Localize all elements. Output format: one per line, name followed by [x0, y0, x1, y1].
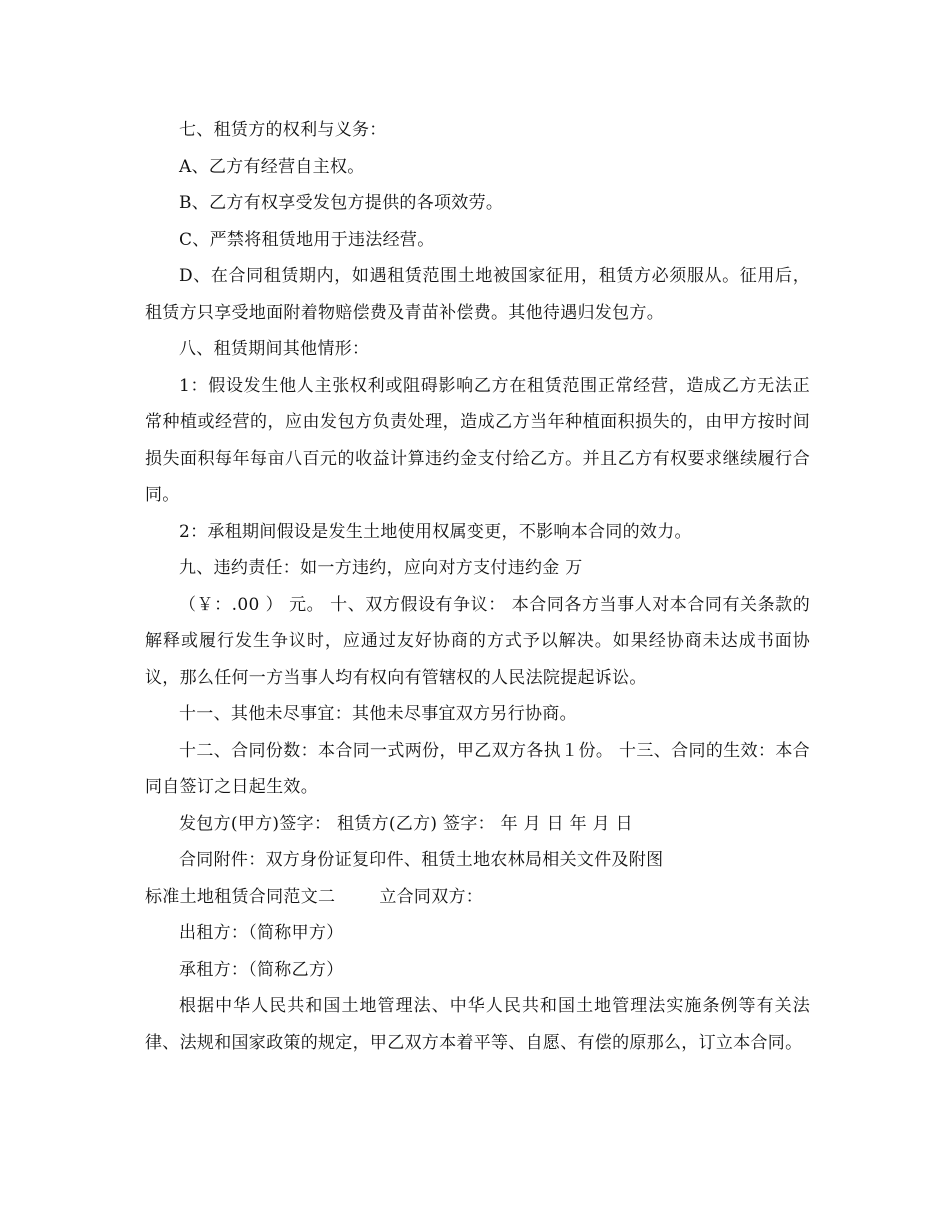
attachment-line: 合同附件：双方身份证复印件、租赁土地农林局相关文件及附图 — [179, 850, 664, 870]
paragraph: 十一、其他未尽事宜：其他未尽事宜双方另行协商。 — [179, 704, 577, 724]
paragraph: B、乙方有权享受发包方提供的各项效劳。 — [179, 193, 504, 213]
document-body — [145, 112, 810, 1061]
section-heading: 八、租赁期间其他情形： — [179, 339, 370, 359]
signature-line: 发包方(甲方)签字： 租赁方(乙方) 签字： 年 月 日 年 月 日 — [179, 813, 633, 834]
paragraph: 根据中华人民共和国土地管理法、中华人民共和国土地管理法实施条例等有关法律、法规和国家政策的规定，甲乙双方本着平等、自愿、有偿的原那么，订立本合同。 — [145, 996, 810, 1053]
lessor-line: 出租方：（简称甲方） — [179, 923, 344, 943]
paragraph: （￥：.00 ） 元。 十、双方假设有争议： 本合同各方当事人对本合同有关条款的解释或履行发生争议时，应通过友好协商的方式予以解决。如果经协商未达成书面协议，那么任何一方当事人均有权向有管辖权的人民法院提起诉讼。 — [145, 594, 810, 688]
paragraph: D、在合同租赁期内，如遇租赁范围土地被国家征用，租赁方必须服从。征用后，租赁方只享受地面附着物赔偿费及青苗补偿费。其他待遇归发包方。 — [145, 266, 810, 323]
lessee-line: 承租方：（简称乙方） — [179, 959, 344, 980]
document-title-line — [145, 879, 810, 916]
paragraph: 十二、合同份数：本合同一式两份，甲乙双方各执１份。 十三、合同的生效：本合同自签订之日起生效。 — [145, 740, 810, 797]
paragraph: 2：承租期间假设是发生土地使用权属变更，不影响本合同的效力。 — [179, 521, 692, 542]
paragraph: 九、违约责任：如一方违约，应向对方支付违约金 万 — [179, 558, 583, 578]
section-heading: 七、租赁方的权利与义务： — [179, 120, 387, 140]
document-title: 标准土地租赁合同范文二 — [145, 886, 336, 907]
paragraph: 1：假设发生他人主张权利或阻碍影响乙方在租赁范围正常经营，造成乙方无法正常种植或经营的，应由发包方负责处理，造成乙方当年种植面积损失的，由甲方按时间损失面积每年每亩八百元的收益计算违约金支付给乙方。并且乙方有权要求继续履行合同。 — [145, 375, 810, 505]
parties-heading: 立合同双方： — [379, 886, 484, 907]
paragraph: A、乙方有经营自主权。 — [179, 156, 365, 177]
paragraph: C、严禁将租赁地用于违法经营。 — [179, 229, 435, 250]
